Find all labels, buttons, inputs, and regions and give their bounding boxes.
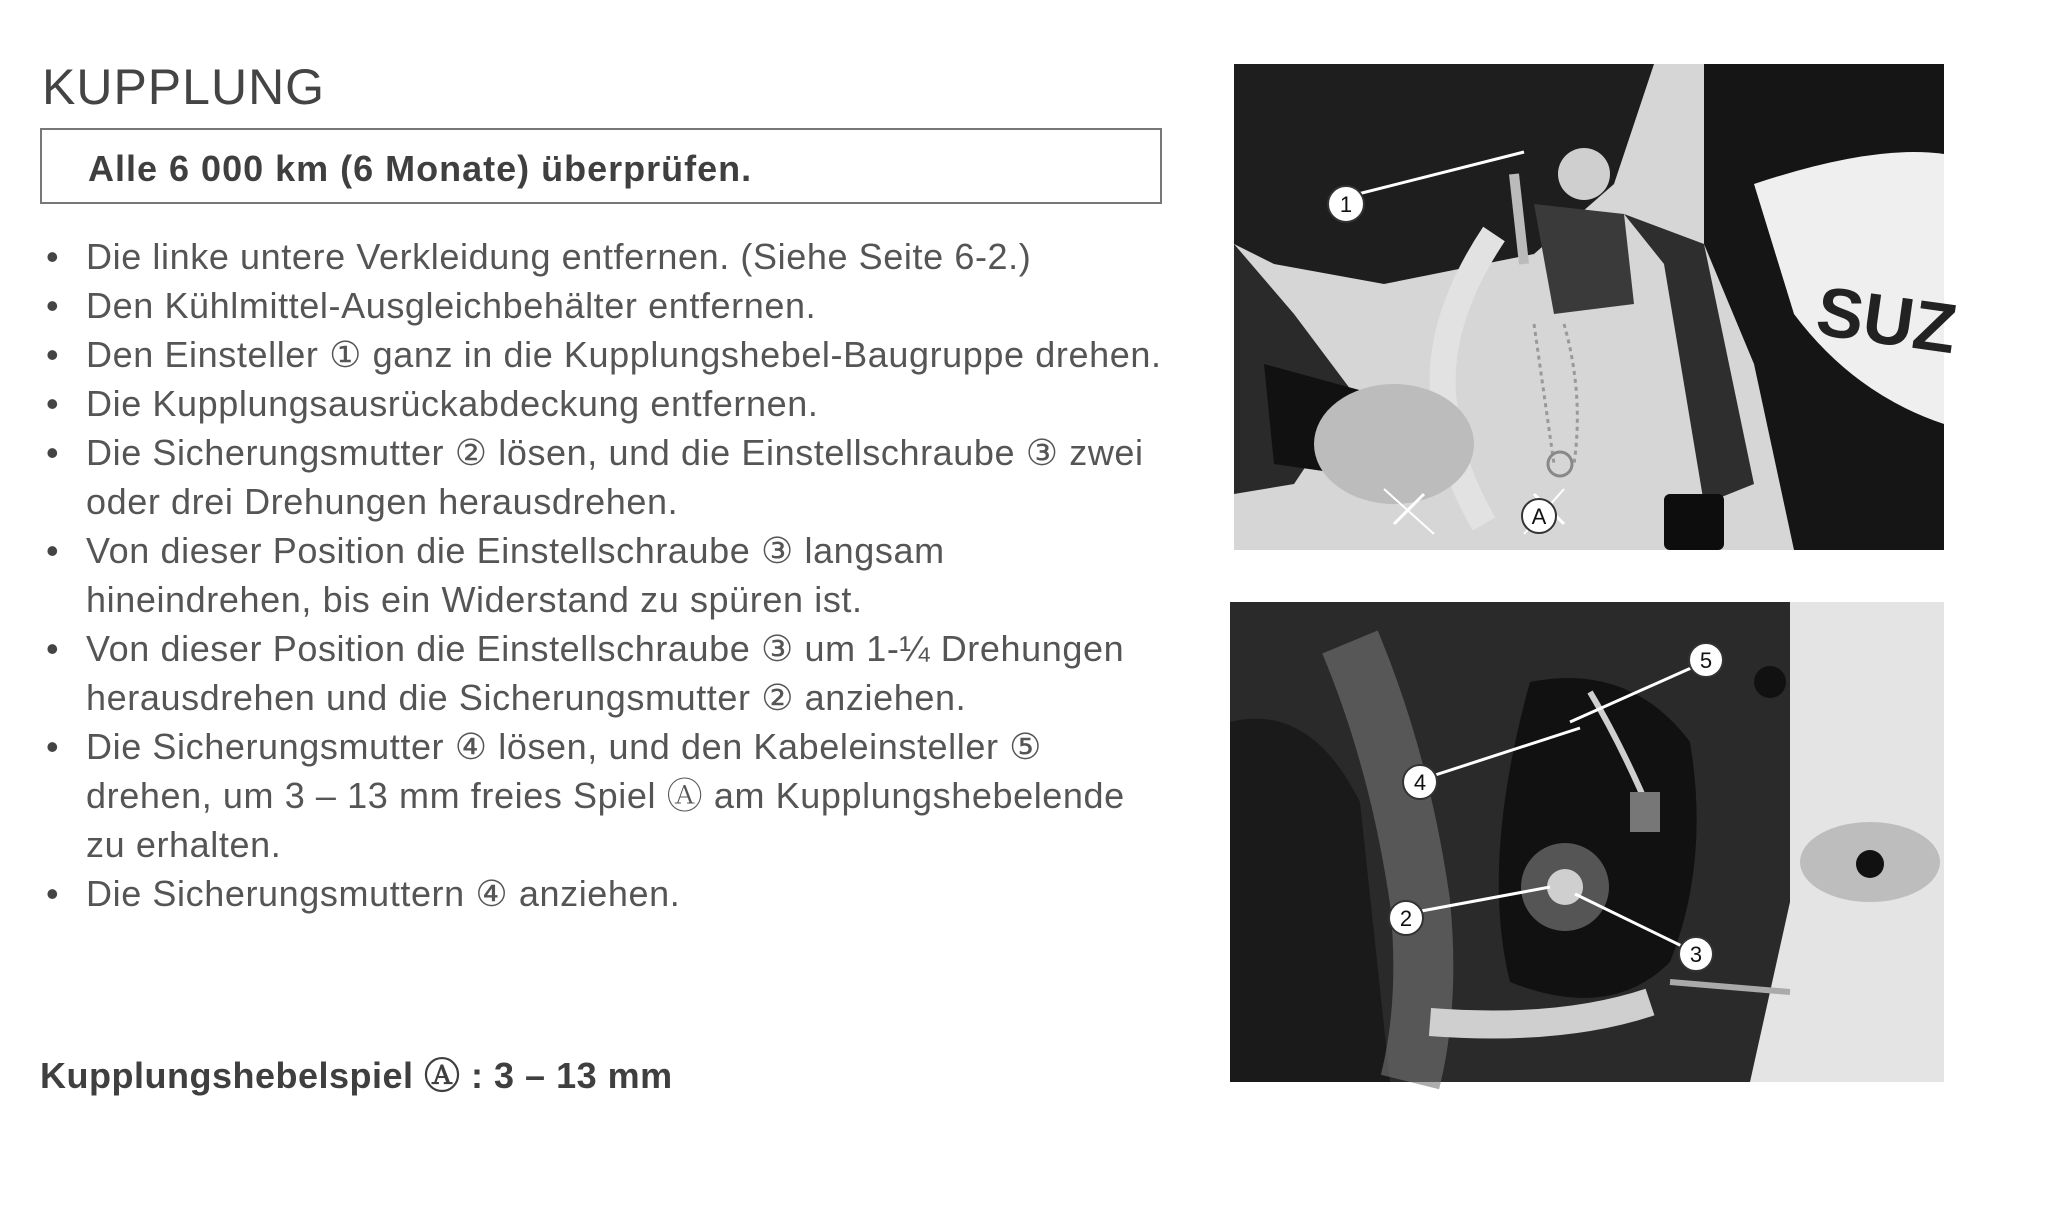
callout-1-label: 1 [1339, 192, 1353, 217]
step-item: • Den Einsteller ① ganz in die Kupplungshebel-Baugruppe drehen. [40, 330, 1164, 379]
photo-clutch-release [1230, 602, 1944, 1082]
callout-2-label: 2 [1399, 906, 1413, 931]
step-item: • Die linke untere Verkleidung entfernen. (Siehe Seite 6-2.) [40, 232, 1164, 281]
clutch-release-illustration [1230, 602, 1944, 1082]
step-item: • Den Kühlmittel-Ausgleichbehälter entfernen. [40, 281, 1164, 330]
step-item: • Die Sicherungsmutter ④ lösen, und den Kabeleinsteller ⑤ drehen, um 3 – 13 mm freies Spiel Ⓐ am Kupplungshebelende zu erhalten. [40, 722, 1164, 869]
callout-3-label: 3 [1689, 942, 1703, 967]
callout-A-label: A [1531, 504, 1547, 529]
callout-5-label: 5 [1699, 648, 1713, 673]
photo-clutch-lever [1234, 64, 1962, 550]
interval-text: Alle 6 000 km (6 Monate) überprüfen. [88, 148, 753, 189]
step-item: • Die Sicherungsmuttern ④ anziehen. [40, 869, 1164, 918]
step-item: • Von dieser Position die Einstellschraube ③ um 1-¼ Drehungen herausdrehen und die Sicherungsmutter ② anziehen. [40, 624, 1164, 722]
step-item: • Die Kupplungsausrückabdeckung entfernen. [40, 379, 1164, 428]
step-item: • Von dieser Position die Einstellschraube ③ langsam hineindrehen, bis ein Widerstand zu spüren ist. [40, 526, 1164, 624]
interval-box [40, 128, 1162, 204]
page-title: KUPPLUNG [42, 59, 326, 115]
brand-lettering: SUZ [1811, 271, 1962, 369]
clutch-lever-illustration [1234, 64, 1962, 550]
procedure-steps [40, 232, 1164, 918]
spec-line: Kupplungshebelspiel Ⓐ : 3 – 13 mm [40, 1055, 673, 1096]
callout-4-label: 4 [1413, 770, 1427, 795]
step-item: • Die Sicherungsmutter ② lösen, und die Einstellschraube ③ zwei oder drei Drehungen herausdrehen. [40, 428, 1164, 526]
